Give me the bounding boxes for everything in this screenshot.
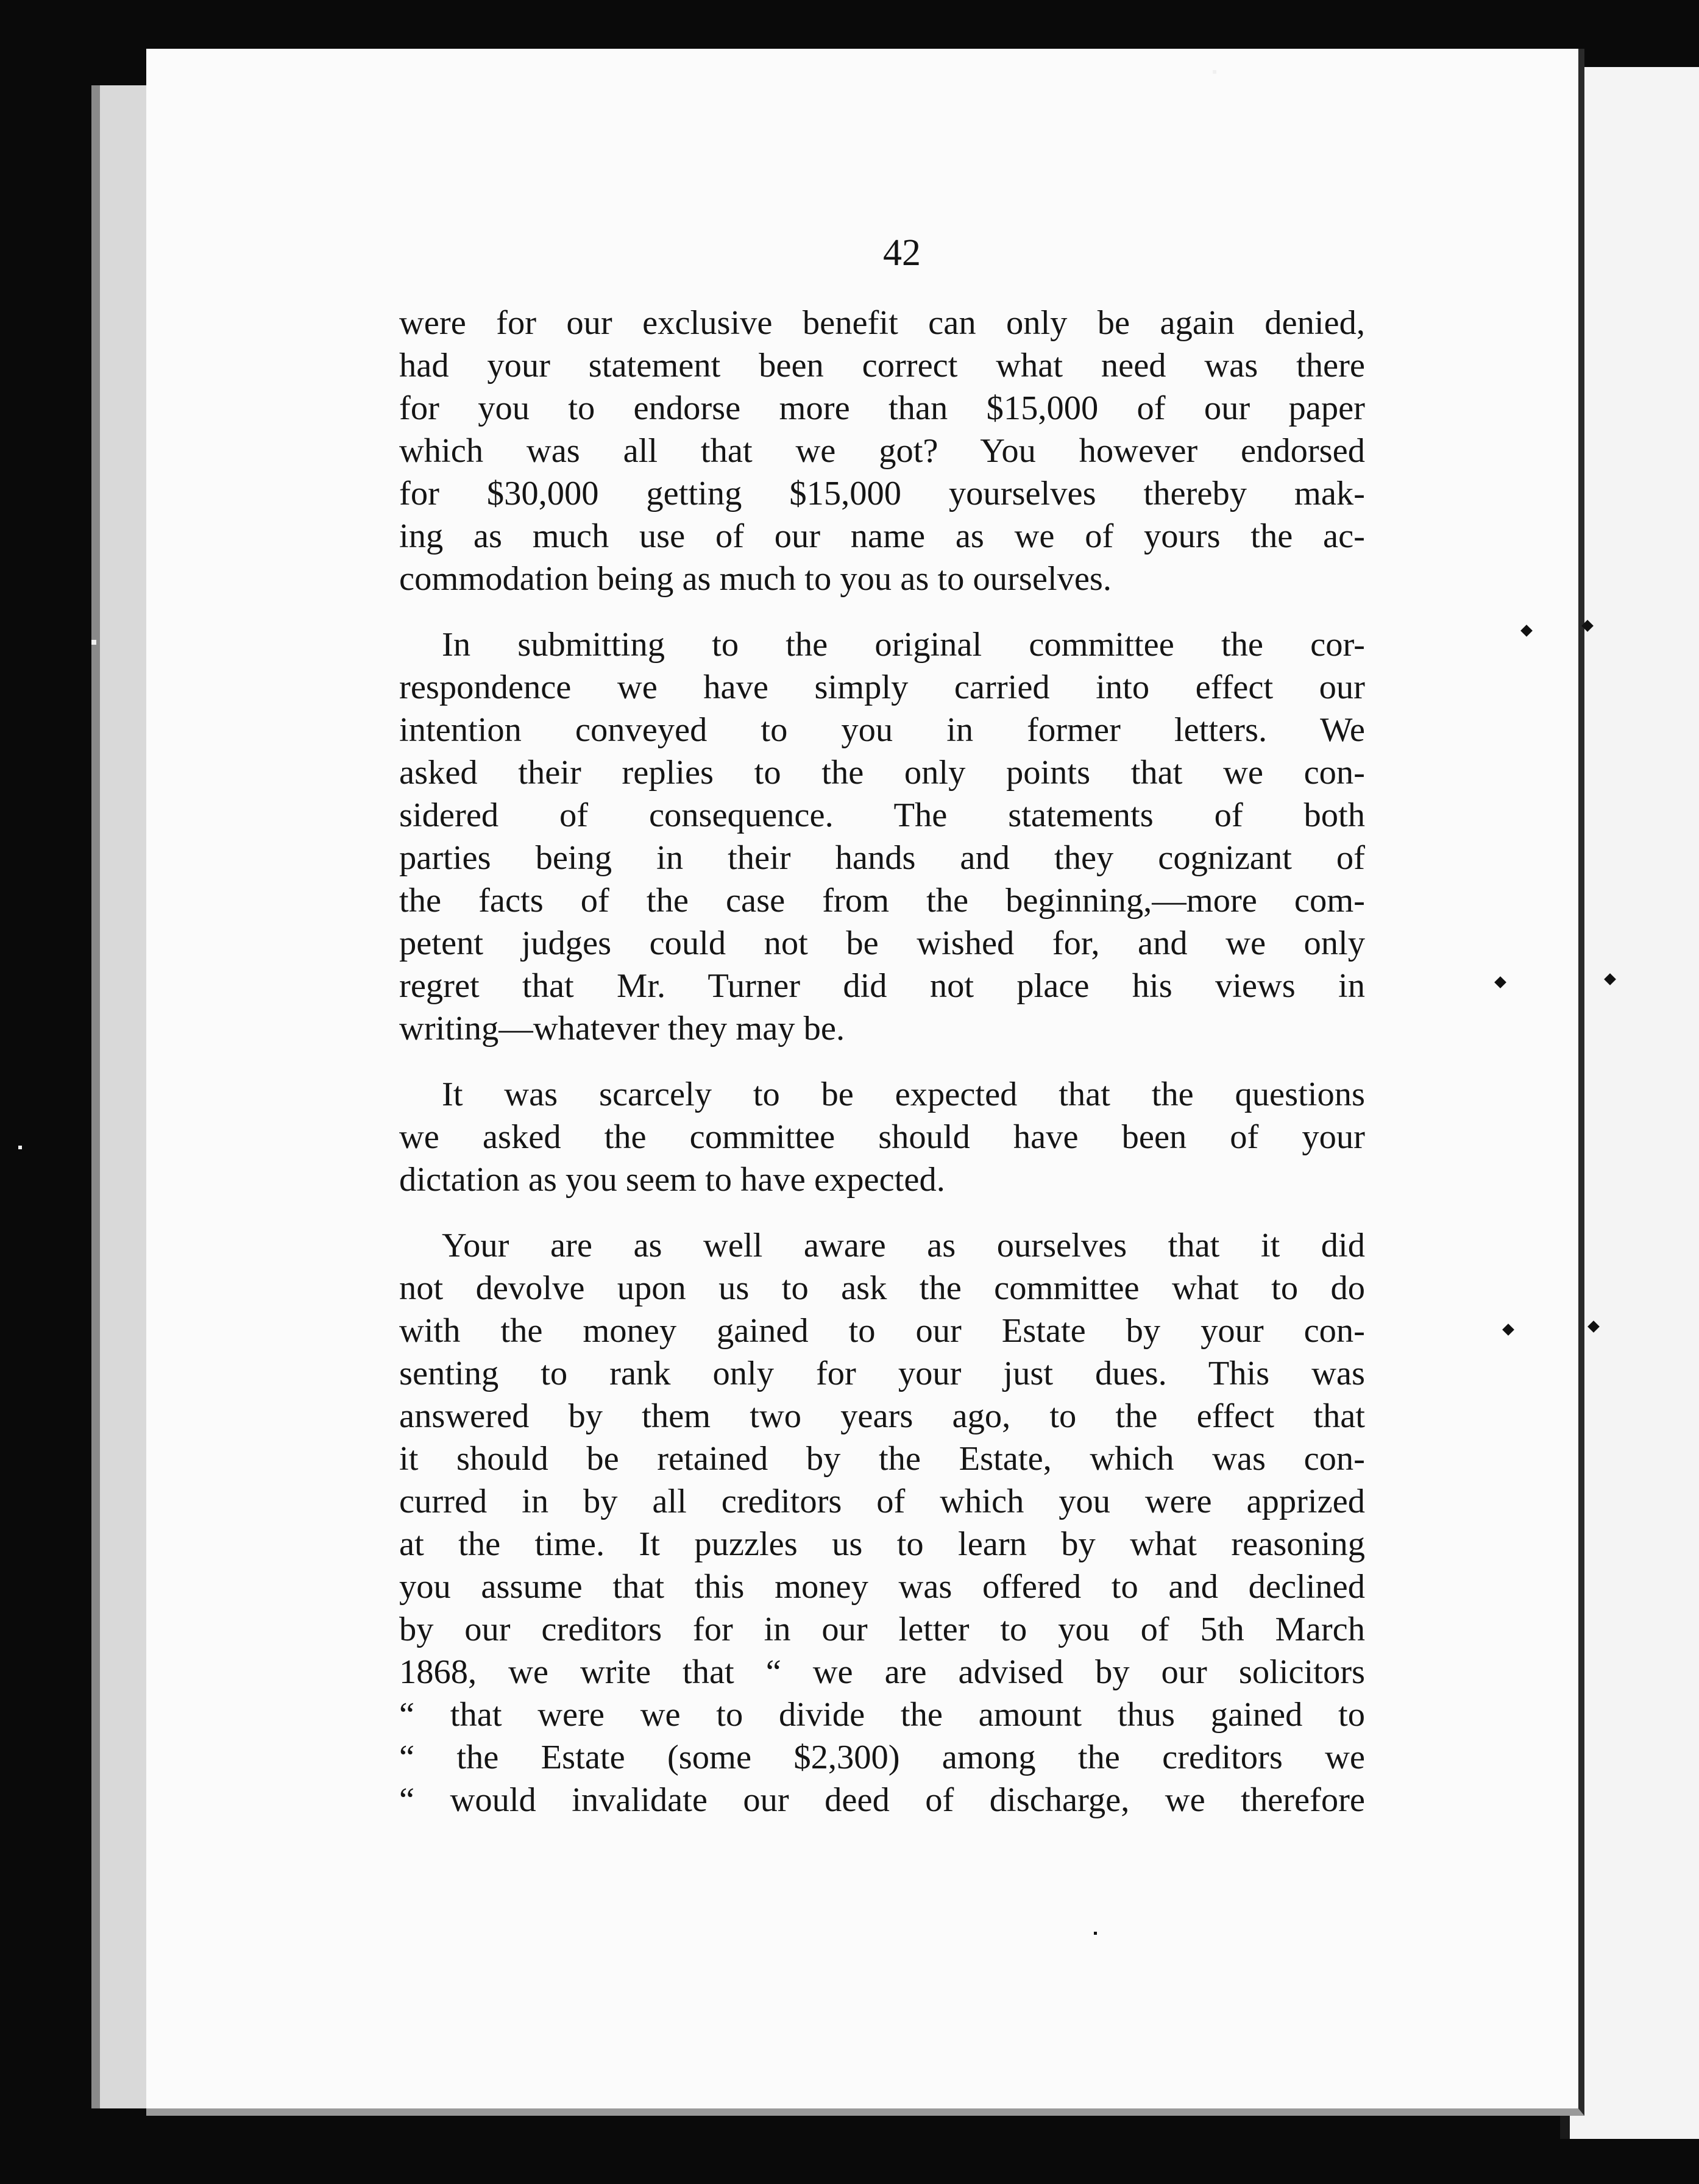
text-line: the facts of the case from the beginning,—more com- <box>399 882 1365 920</box>
paragraph-gap <box>399 1050 1365 1073</box>
text-line: for $30,000 getting $15,000 yourselves thereby mak- <box>399 475 1365 512</box>
text-line: 1868, we write that “ we are advised by our solicitors <box>399 1653 1365 1691</box>
text-line: not devolve upon us to ask the committee what to do <box>399 1269 1365 1307</box>
text-line: ing as much use of our name as we of yours the ac- <box>399 517 1365 555</box>
text-line: for you to endorse more than $15,000 of our paper <box>399 389 1365 427</box>
text-line: “ the Estate (some $2,300) among the creditors we <box>399 1739 1365 1776</box>
text-line: In submitting to the original committee the cor- <box>442 626 1365 664</box>
dust-speck <box>91 640 96 645</box>
body-text <box>399 302 1365 1821</box>
page-number: 42 <box>883 232 921 274</box>
text-line: were for our exclusive benefit can only be again denied, <box>399 304 1365 342</box>
text-line: had your statement been correct what need was there <box>399 347 1365 385</box>
text-line: It was scarcely to be expected that the questions <box>442 1076 1365 1113</box>
text-line: curred in by all creditors of which you were apprized <box>399 1483 1365 1520</box>
text-line: writing—whatever they may be. <box>399 1010 845 1048</box>
text-line: at the time. It puzzles us to learn by what reasoning <box>399 1525 1365 1563</box>
text-line: petent judges could not be wished for, and we only <box>399 924 1365 962</box>
paragraph-gap <box>399 1201 1365 1224</box>
dust-speck <box>1213 70 1216 74</box>
text-line: dictation as you seem to have expected. <box>399 1161 945 1199</box>
text-line: it should be retained by the Estate, which was con- <box>399 1440 1365 1478</box>
text-line: “ would invalidate our deed of discharge, we therefore <box>399 1781 1365 1819</box>
paragraph-2 <box>399 623 1365 1050</box>
text-line: with the money gained to our Estate by your con- <box>399 1312 1365 1350</box>
paragraph-1 <box>399 302 1365 600</box>
text-line: commodation being as much to you as to ourselves. <box>399 560 1112 598</box>
text-line: by our creditors for in our letter to you of 5th March <box>399 1611 1365 1648</box>
text-line: answered by them two years ago, to the effect that <box>399 1397 1365 1435</box>
paragraph-4 <box>399 1224 1365 1821</box>
dust-speck <box>1094 1932 1097 1935</box>
paragraph-3 <box>399 1073 1365 1201</box>
dust-speck <box>18 1146 22 1149</box>
text-line: asked their replies to the only points that we con- <box>399 754 1365 792</box>
paragraph-gap <box>399 600 1365 623</box>
text-line: which was all that we got? You however endorsed <box>399 432 1365 470</box>
text-line: senting to rank only for your just dues. This was <box>399 1355 1365 1392</box>
text-line: regret that Mr. Turner did not place his views in <box>399 967 1365 1005</box>
text-line: “ that were we to divide the amount thus gained to <box>399 1696 1365 1734</box>
text-line: you assume that this money was offered to and declined <box>399 1568 1365 1606</box>
text-line: respondence we have simply carried into effect our <box>399 668 1365 706</box>
text-line: we asked the committee should have been of your <box>399 1118 1365 1156</box>
text-line: sidered of consequence. The statements of both <box>399 796 1365 834</box>
text-line: Your are as well aware as ourselves that it did <box>442 1227 1365 1264</box>
text-line: parties being in their hands and they cognizant of <box>399 839 1365 877</box>
text-line: intention conveyed to you in former letters. We <box>399 711 1365 749</box>
